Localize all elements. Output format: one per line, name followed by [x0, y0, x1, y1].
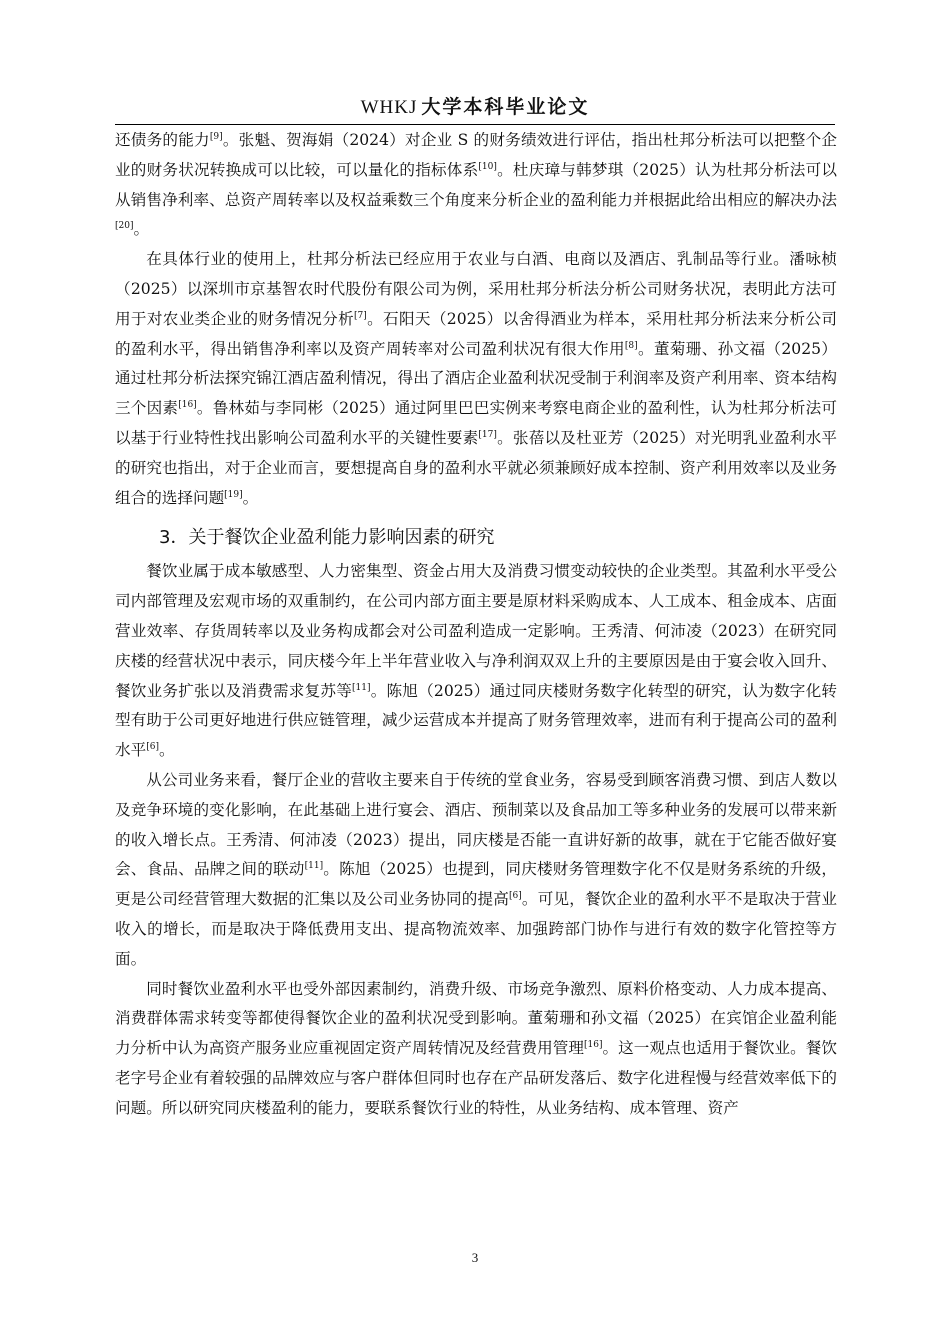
paragraph-text: 。可见，餐饮企业的盈利水平不是取决于营业收入的增长，而是取决于降低费用支出、提高物流效率、加强跨部门协作与进行有效的数字化管控等方面。 — [115, 890, 837, 968]
paragraph-text: 。 — [133, 220, 150, 239]
section-heading: 3．关于餐饮企业盈利能力影响因素的研究 — [159, 527, 495, 549]
paragraph-group-1 — [115, 126, 837, 513]
citation-ref: [11] — [304, 861, 324, 872]
citation-ref: [10] — [478, 161, 497, 172]
paragraph-text: 餐饮业属于成本敏感型、人力密集型、资金占用大及消费习惯变动较快的企业类型。其盈利水平受公司内部管理及宏观市场的双重制约，在公司内部方面主要是原材料采购成本、人工成本、租金成本、店面营业效率、存货周转率以及业务构成都会对公司盈利造成一定影响。王秀清、何沛凌（2023）在研究同庆楼的经营状况中表示，同庆楼今年上半年营业收入与净利润双双上升的主要原因是由于宴会收入回升、餐饮业务扩张以及消费需求复苏等 — [115, 562, 837, 700]
paragraph — [115, 557, 837, 766]
citation-ref: [8] — [624, 340, 638, 351]
paragraph-text: 。石阳天（2025）以舍得酒业为样本，采用杜邦分析法来分析公司的盈利水平，得出销售净利率以及资产周转率对公司盈利状况有很大作用 — [115, 309, 837, 358]
paragraph — [115, 126, 837, 245]
page-number: 3 — [471, 1250, 479, 1265]
citation-ref: [16] — [584, 1039, 603, 1050]
paragraph — [115, 766, 837, 975]
paragraph-text: 。鲁林茹与李同彬（2025）通过阿里巴巴实例来考察电商企业的盈利性，认为杜邦分析法可以基于行业特性找出影响公司盈利水平的关键性要素 — [115, 399, 837, 447]
citation-ref: [20] — [115, 221, 134, 232]
citation-ref: [19] — [224, 489, 243, 500]
citation-ref: [11] — [352, 682, 371, 693]
header-title: 大学本科毕业论文 — [421, 96, 590, 118]
paragraph-text: 。董菊珊、孙文福（2025）通过杜邦分析法探究锦江酒店盈利情况，得出了酒店企业盈利状况受制于利润率及资产利用率、资本结构三个因素 — [115, 339, 837, 418]
paragraph-text: 。张蓓以及杜亚芳（2025）对光明乳业盈利水平的研究也指出，对于企业而言，要想提高自身的盈利水平就必须兼顾好成本控制、资产利用效率以及业务组合的选择问题 — [115, 428, 837, 507]
paragraph-text: 还债务的能力 — [115, 131, 210, 149]
paragraph — [115, 245, 837, 513]
paragraph-text: 从公司业务来看，餐厅企业的营收主要来自于传统的堂食业务，容易受到顾客消费习惯、到店人数以及竞争环境的变化影响，在此基础上进行宴会、酒店、预制菜以及食品加工等多种业务的发展可以带来新的收入增长点。王秀清、何沛凌（2023）提出，同庆楼是否能一直讲好新的故事，就在于它能否做好宴会、食品、品牌之间的联动 — [115, 770, 837, 879]
paragraph-text: 。陈旭（2025）也提到，同庆楼财务管理数字化不仅是财务系统的升级，更是公司经营管理大数据的汇集以及公司业务协同的提高 — [115, 860, 837, 909]
citation-ref: [16] — [178, 399, 197, 410]
header-rule — [115, 124, 835, 125]
paragraph-text: 。陈旭（2025）通过同庆楼财务数字化转型的研究，认为数字化转型有助于公司更好地进行供应链管理，减少运营成本并提高了财务管理效率，进而有利于提高公司的盈利水平 — [115, 681, 837, 760]
citation-ref: [7] — [354, 310, 367, 321]
paragraph — [115, 975, 837, 1124]
page-header — [115, 92, 835, 119]
citation-ref: [6] — [509, 890, 522, 901]
paragraph-text: 。张魁、贺海娟（2024）对企业 S 的财务绩效进行评估，指出杜邦分析法可以把整个企业的财务状况转换成可以比较，可以量化的指标体系 — [115, 131, 837, 179]
paragraph-text: 在具体行业的使用上，杜邦分析法已经应用于农业与白酒、电商以及酒店、乳制品等行业。潘咏桢（2025）以深圳市京基智农时代股份有限公司为例，采用杜邦分析法分析公司财务状况，表明此方法可用于对农业类企业的财务情况分析 — [115, 250, 837, 328]
citation-ref: [9] — [209, 131, 223, 142]
paragraph-text: 。 — [242, 488, 259, 507]
paragraph-text: 。杜庆璋与韩梦琪（2025）认为杜邦分析法可以从销售净利率、总资产周转率以及权益乘数三个角度来分析企业的盈利能力并根据此给出相应的解决办法 — [115, 160, 837, 209]
paragraph-text: 。 — [158, 741, 175, 760]
paragraph-group-2 — [115, 557, 837, 1123]
citation-ref: [17] — [478, 429, 497, 440]
header-code: WHKJ — [360, 97, 418, 118]
citation-ref: [6] — [146, 741, 159, 752]
paragraph-text: 同时餐饮业盈利水平也受外部因素制约，消费升级、市场竞争激烈、原料价格变动、人力成本提高、消费群体需求转变等都使得餐饮企业的盈利状况受到影响。董菊珊和孙文福（2025）在宾馆企业盈利能力分析中认为高资产服务业应重视固定资产周转情况及经营费用管理 — [115, 979, 837, 1058]
paragraph-text: 。这一观点也适用于餐饮业。餐饮老字号企业有着较强的品牌效应与客户群体但同时也存在产品研发落后、数字化进程慢与经营效率低下的问题。所以研究同庆楼盈利的能力，要联系餐饮行业的特性，从业务结构、成本管理、资产 — [115, 1039, 837, 1117]
body-text — [115, 126, 837, 1124]
